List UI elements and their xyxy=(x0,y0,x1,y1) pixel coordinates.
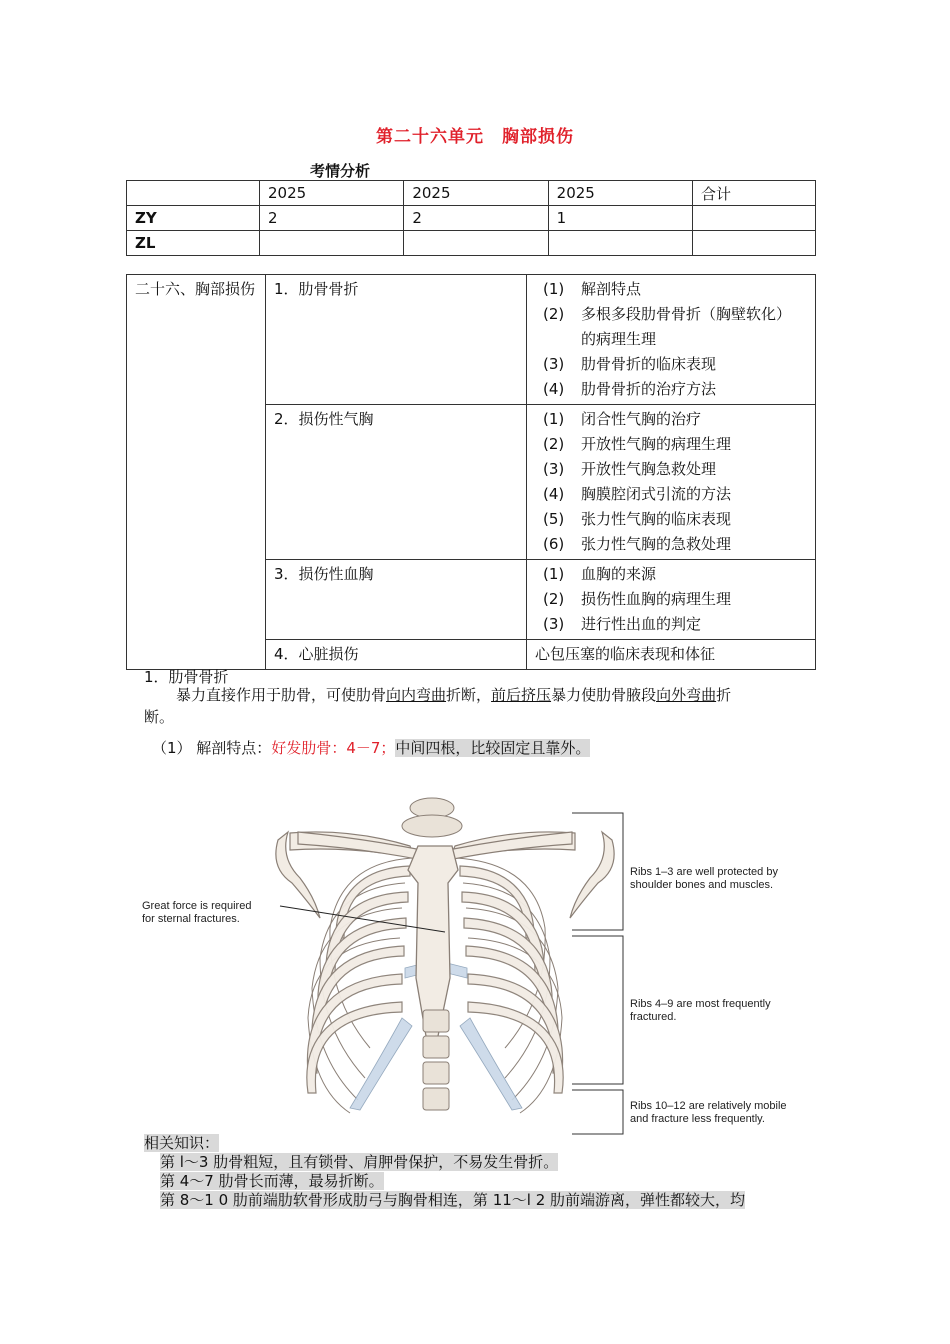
item-text: 张力性气胸的临床表现 xyxy=(581,510,732,528)
item-number: (4) xyxy=(543,380,565,398)
item-number: (5) xyxy=(543,510,565,528)
section-items xyxy=(527,275,816,405)
section-items xyxy=(527,405,816,560)
item-number: (3) xyxy=(543,355,565,373)
table-cell: 2 xyxy=(260,206,404,231)
text-run: 折断， xyxy=(446,686,492,704)
table-row xyxy=(127,181,816,206)
ribs-4-9-caption xyxy=(630,998,771,1024)
text-run: （1） 解剖特点： xyxy=(152,739,272,757)
table-row xyxy=(127,275,816,405)
item-number: (1) xyxy=(543,565,565,583)
ribs-1-3-caption xyxy=(630,866,778,892)
text-run: 断。 xyxy=(144,708,175,726)
item-number: (4) xyxy=(543,485,565,503)
intro-paragraph xyxy=(144,684,804,728)
list-item xyxy=(543,302,807,352)
anatomy-line xyxy=(152,737,590,759)
section-title: 3．损伤性血胸 xyxy=(266,560,527,640)
ribcage-figure xyxy=(140,788,820,1140)
caption-line: Great force is required xyxy=(142,900,252,912)
list-item xyxy=(543,352,807,377)
caption-line: fractured. xyxy=(630,1011,677,1023)
item-text: 多根多段肋骨骨折（胸壁软化）的病理生理 xyxy=(581,305,792,348)
section-title: 4．心脏损伤 xyxy=(266,640,527,670)
item-text: 进行性出血的判定 xyxy=(581,615,702,633)
section-title: 1．肋骨骨折 xyxy=(266,275,527,405)
underlined-term: 向内弯曲 xyxy=(386,686,447,704)
highlight-red: 好发肋骨：4－7； xyxy=(271,739,396,757)
table-cell: 合计 xyxy=(692,181,815,206)
list-item xyxy=(543,457,807,482)
caption-line: and fracture less frequently. xyxy=(630,1113,765,1125)
list-item xyxy=(535,642,807,667)
caption-line: for sternal fractures. xyxy=(142,913,240,925)
item-number: (3) xyxy=(543,460,565,478)
list-item xyxy=(543,532,807,557)
ribs-10-12-caption xyxy=(630,1100,787,1126)
caption-line: Ribs 10–12 are relatively mobile xyxy=(630,1100,787,1112)
exam-stats-table xyxy=(126,180,816,256)
section-items xyxy=(527,560,816,640)
related-line: 第 4～7 肋骨长而薄，最易折断。 xyxy=(160,1172,384,1190)
sternal-fracture-caption xyxy=(142,900,251,926)
table-cell xyxy=(404,231,548,256)
item-text: 心包压塞的临床表现和体征 xyxy=(535,645,716,663)
item-text: 肋骨骨折的治疗方法 xyxy=(581,380,717,398)
item-text: 损伤性血胸的病理生理 xyxy=(581,590,732,608)
related-heading: 相关知识： xyxy=(144,1134,220,1152)
item-number: (2) xyxy=(543,590,565,608)
highlight-gray: 中间四根，比较固定且靠外。 xyxy=(395,739,591,757)
item-text: 肋骨骨折的临床表现 xyxy=(581,355,717,373)
list-item xyxy=(543,482,807,507)
item-text: 开放性气胸的病理生理 xyxy=(581,435,732,453)
related-line: 第 l～3 肋骨粗短，且有锁骨、肩胛骨保护，不易发生骨折。 xyxy=(160,1153,559,1171)
item-number: (2) xyxy=(543,435,565,453)
syllabus-outline-table xyxy=(126,274,816,670)
list-item xyxy=(543,277,807,302)
item-number: (6) xyxy=(543,535,565,553)
table-cell xyxy=(692,231,815,256)
table-row xyxy=(127,206,816,231)
related-knowledge xyxy=(144,1134,745,1210)
item-number: (2) xyxy=(543,305,565,323)
exam-analysis-heading: 考情分析 xyxy=(310,162,371,180)
list-item xyxy=(543,507,807,532)
row-label: ZL xyxy=(127,231,260,256)
caption-line: Ribs 1–3 are well protected by xyxy=(630,866,778,878)
list-item xyxy=(543,587,807,612)
section-title: 2．损伤性气胸 xyxy=(266,405,527,560)
item-number: (1) xyxy=(543,280,565,298)
table-cell: 2025 xyxy=(260,181,404,206)
row-label: ZY xyxy=(127,206,260,231)
item-text: 解剖特点 xyxy=(581,280,642,298)
table-cell xyxy=(692,206,815,231)
section-heading: 1．肋骨骨折 xyxy=(144,668,229,686)
list-item xyxy=(543,612,807,637)
page-title: 第二十六单元 胸部损伤 xyxy=(376,127,574,147)
table-cell: 2025 xyxy=(548,181,692,206)
table-cell xyxy=(548,231,692,256)
table-cell xyxy=(260,231,404,256)
caption-line: shoulder bones and muscles. xyxy=(630,879,774,891)
table-row xyxy=(127,231,816,256)
text-run: 暴力使肋骨腋段 xyxy=(551,686,657,704)
table-cell xyxy=(127,181,260,206)
underlined-term: 向外弯曲 xyxy=(656,686,717,704)
list-item xyxy=(543,407,807,432)
caption-line: Ribs 4–9 are most frequently xyxy=(630,998,771,1010)
table-cell: 1 xyxy=(548,206,692,231)
table-cell: 2025 xyxy=(404,181,548,206)
underlined-term: 前后挤压 xyxy=(491,686,552,704)
chapter-cell: 二十六、胸部损伤 xyxy=(127,275,266,670)
text-run: 暴力直接作用于肋骨，可使肋骨 xyxy=(176,686,387,704)
section-items xyxy=(527,640,816,670)
list-item xyxy=(543,377,807,402)
item-text: 胸膜腔闭式引流的方法 xyxy=(581,485,732,503)
item-text: 闭合性气胸的治疗 xyxy=(581,410,702,428)
item-text: 张力性气胸的急救处理 xyxy=(581,535,732,553)
related-line: 第 8～1 0 肋前端肋软骨形成肋弓与胸骨相连，第 11～l 2 肋前端游离，弹性都较大，均 xyxy=(160,1191,746,1209)
item-text: 开放性气胸急救处理 xyxy=(581,460,717,478)
table-cell: 2 xyxy=(404,206,548,231)
item-number: (1) xyxy=(543,410,565,428)
text-run: 折 xyxy=(716,686,732,704)
ribcage-illustration xyxy=(140,788,820,1140)
item-text: 血胸的来源 xyxy=(581,565,657,583)
item-number: (3) xyxy=(543,615,565,633)
list-item xyxy=(543,432,807,457)
list-item xyxy=(543,562,807,587)
